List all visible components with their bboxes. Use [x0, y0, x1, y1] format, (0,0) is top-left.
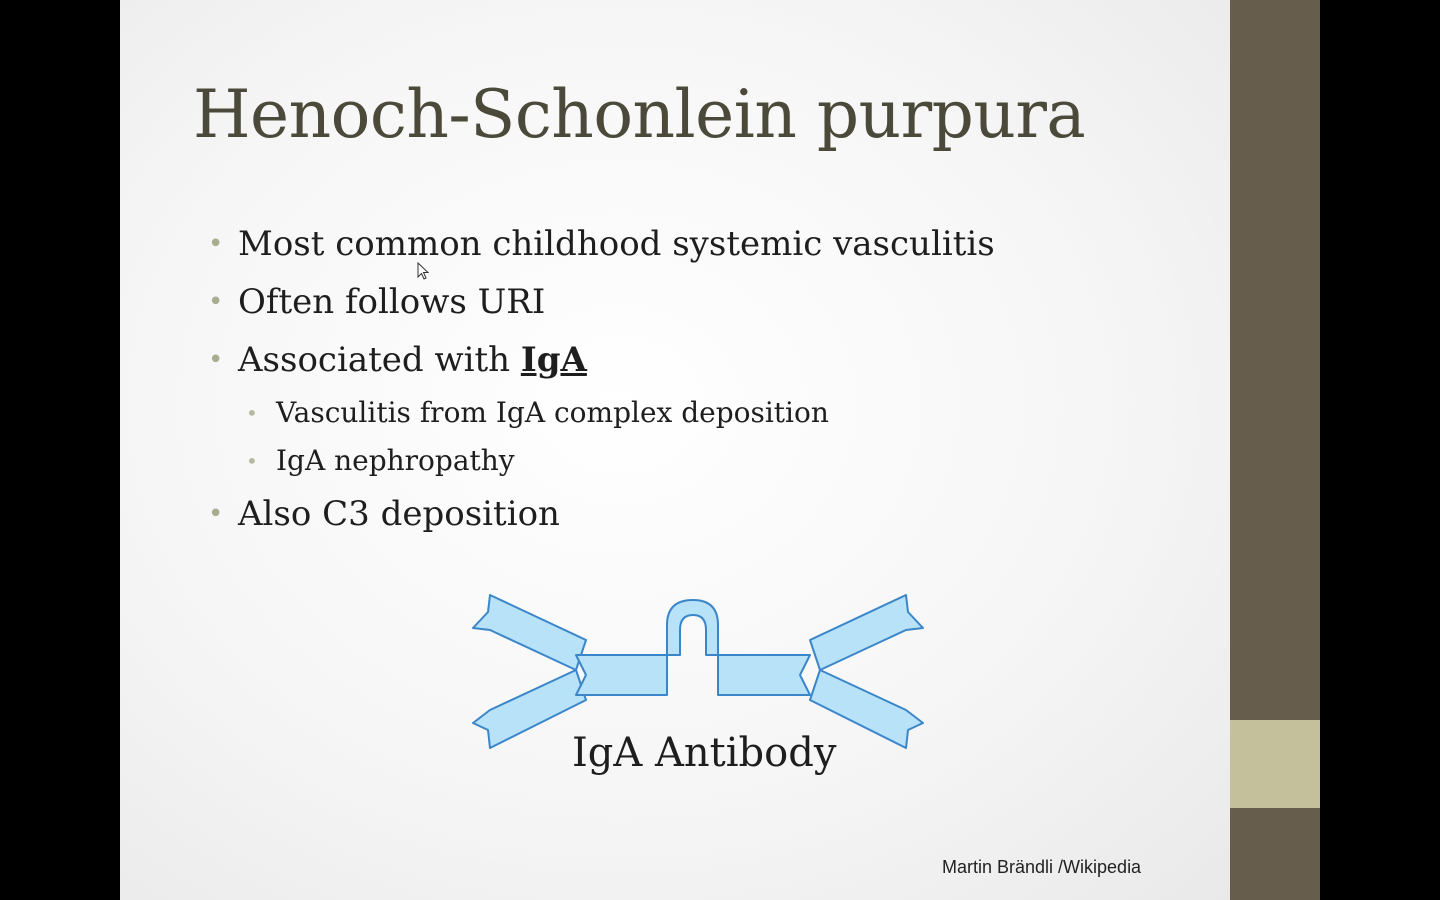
sub-bullet-text: Vasculitis from IgA complex deposition [276, 396, 829, 429]
bullet-text: Associated with [238, 340, 521, 380]
bullet-text: Also C3 deposition [238, 494, 560, 534]
bullet-item [208, 331, 995, 389]
bullet-emphasis: IgA [520, 340, 587, 380]
bullet-dot: • [246, 401, 258, 425]
sub-bullet-item [208, 437, 995, 485]
antibody-left-upper-arm [473, 595, 586, 670]
sub-bullet-text: IgA nephropathy [276, 444, 515, 477]
bullet-dot: • [208, 499, 224, 529]
antibody-right-upper-arm [810, 595, 923, 670]
bullet-dot: • [208, 229, 224, 259]
bullet-dot: • [208, 287, 224, 317]
mouse-pointer-icon [417, 262, 431, 282]
bullet-dot: • [208, 345, 224, 375]
sidebar-accent-block [1230, 720, 1320, 808]
bullet-item [208, 215, 995, 273]
bullet-item [208, 485, 995, 543]
antibody-hinge [667, 600, 718, 655]
bullet-text: Often follows URI [238, 282, 546, 322]
bullet-text: Most common childhood systemic vasculitis [238, 224, 995, 264]
sub-bullet-item [208, 389, 995, 437]
diagram-caption: IgA Antibody [572, 730, 837, 776]
image-credit: Martin Brändli /Wikipedia [942, 857, 1142, 877]
slide-title: Henoch-Schonlein purpura [193, 76, 1086, 153]
bullet-list [208, 215, 995, 543]
slide [120, 0, 1230, 900]
bullet-dot: • [246, 449, 258, 473]
bullet-item [208, 273, 995, 331]
antibody-left-stem [576, 655, 667, 695]
antibody-left-lower-arm [473, 670, 586, 748]
antibody-right-stem [718, 655, 810, 695]
decorative-sidebar [1230, 0, 1320, 900]
